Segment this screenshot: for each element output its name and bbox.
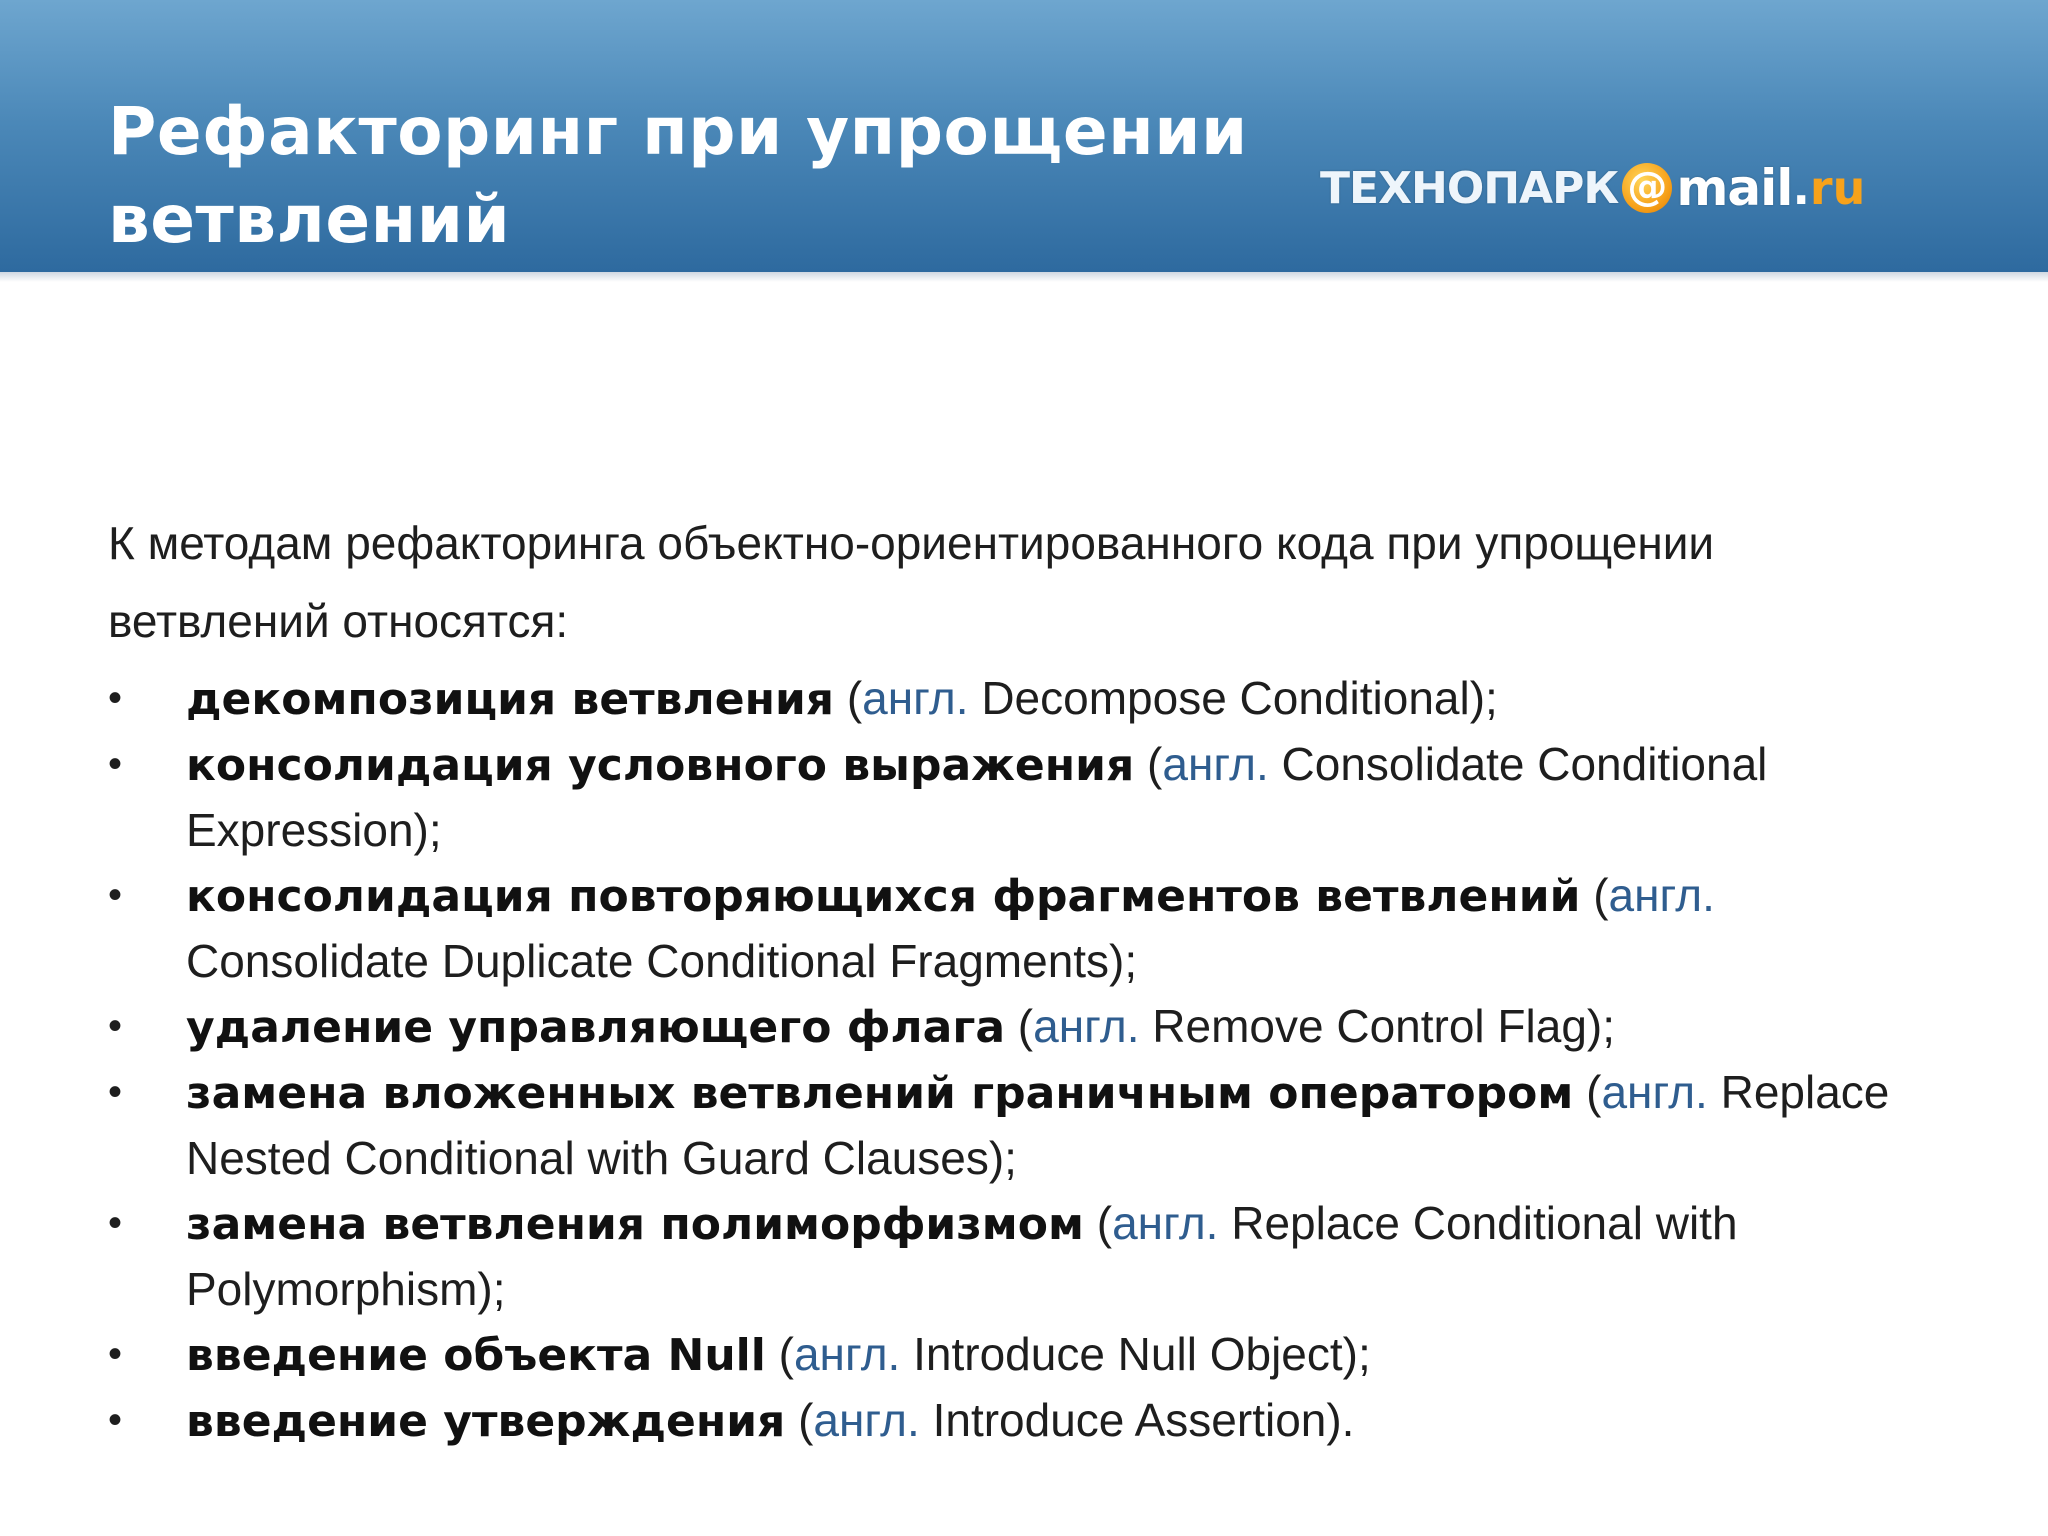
item-angl: англ. <box>813 1394 920 1446</box>
item-english: Introduce Null Object); <box>900 1328 1371 1380</box>
logo-ru-text: ru <box>1809 161 1866 215</box>
list-item <box>108 1322 1938 1388</box>
bullet-icon: • <box>108 1004 123 1048</box>
intro-text: К методам рефакторинга объектно-ориентированного кода при упрощении ветвлений относятся: <box>108 517 1715 647</box>
item-open-paren: ( <box>834 672 863 724</box>
item-open-paren: ( <box>765 1328 794 1380</box>
list-item <box>108 732 1938 863</box>
logo-mail-text: mail <box>1676 159 1793 217</box>
bullet-icon: • <box>108 873 123 917</box>
item-open-paren: ( <box>785 1394 814 1446</box>
item-open-paren: ( <box>1083 1197 1113 1249</box>
logo-dot-text: . <box>1792 161 1810 215</box>
item-angl: англ. <box>1033 1000 1140 1052</box>
item-english: Introduce Assertion). <box>919 1394 1355 1446</box>
item-angl: англ. <box>862 672 969 724</box>
bullet-icon: • <box>108 1201 123 1245</box>
item-term: декомпозиция ветвления <box>186 674 835 725</box>
list-item <box>108 1388 1938 1454</box>
list-item <box>108 994 1938 1060</box>
item-open-paren: ( <box>1005 1000 1034 1052</box>
item-english: Remove Control Flag); <box>1139 1000 1615 1052</box>
bullet-icon: • <box>108 1398 123 1442</box>
item-angl: англ. <box>1112 1197 1219 1249</box>
list-item <box>108 1191 1938 1322</box>
item-term: введение объекта Null <box>186 1330 766 1381</box>
item-angl: англ. <box>1162 738 1269 790</box>
bullet-icon: • <box>108 742 123 786</box>
item-term: консолидация условного выражения <box>186 740 1135 791</box>
logo-at-icon: @ <box>1622 163 1672 213</box>
item-term: замена вложенных ветвлений граничным оператором <box>186 1068 1574 1119</box>
item-english: Decompose Conditional); <box>968 672 1498 724</box>
logo-technopark-text: ТЕХНОПАРК <box>1320 162 1619 214</box>
item-term: введение утверждения <box>186 1396 786 1447</box>
list-item <box>108 863 1938 994</box>
technopark-mail-logo <box>1320 148 1865 228</box>
slide-title-line2: ветвлений <box>108 181 511 258</box>
item-english: Replace Conditional with Polymorphism); <box>186 1197 1738 1315</box>
slide-content <box>108 504 1948 1454</box>
header-bar <box>0 0 2048 272</box>
item-english: Replace Nested Conditional with Guard Clauses); <box>186 1066 1890 1184</box>
list-item <box>108 666 1938 732</box>
item-angl: англ. <box>1601 1066 1708 1118</box>
list-item <box>108 1060 1938 1191</box>
methods-list <box>108 666 1948 1454</box>
item-open-paren: ( <box>1134 738 1163 790</box>
item-open-paren: ( <box>1573 1066 1602 1118</box>
slide-title-line1: Рефакторинг при упрощении <box>108 93 1248 170</box>
item-open-paren: ( <box>1580 869 1609 921</box>
item-angl: англ. <box>793 1328 901 1380</box>
item-english: Consolidate Duplicate Conditional Fragments); <box>186 935 1138 987</box>
bullet-icon: • <box>108 1070 123 1114</box>
item-term: замена ветвления полиморфизмом <box>186 1199 1084 1250</box>
item-term: удаление управляющего флага <box>186 1002 1006 1053</box>
slide-title <box>108 88 1288 264</box>
header-shadow <box>0 272 2048 282</box>
bullet-icon: • <box>108 1332 123 1376</box>
item-term: консолидация повторяющихся фрагментов ветвлений <box>186 871 1581 922</box>
item-english: Consolidate Conditional Expression); <box>186 738 1768 856</box>
item-angl: англ. <box>1608 869 1715 921</box>
bullet-icon: • <box>108 676 123 720</box>
